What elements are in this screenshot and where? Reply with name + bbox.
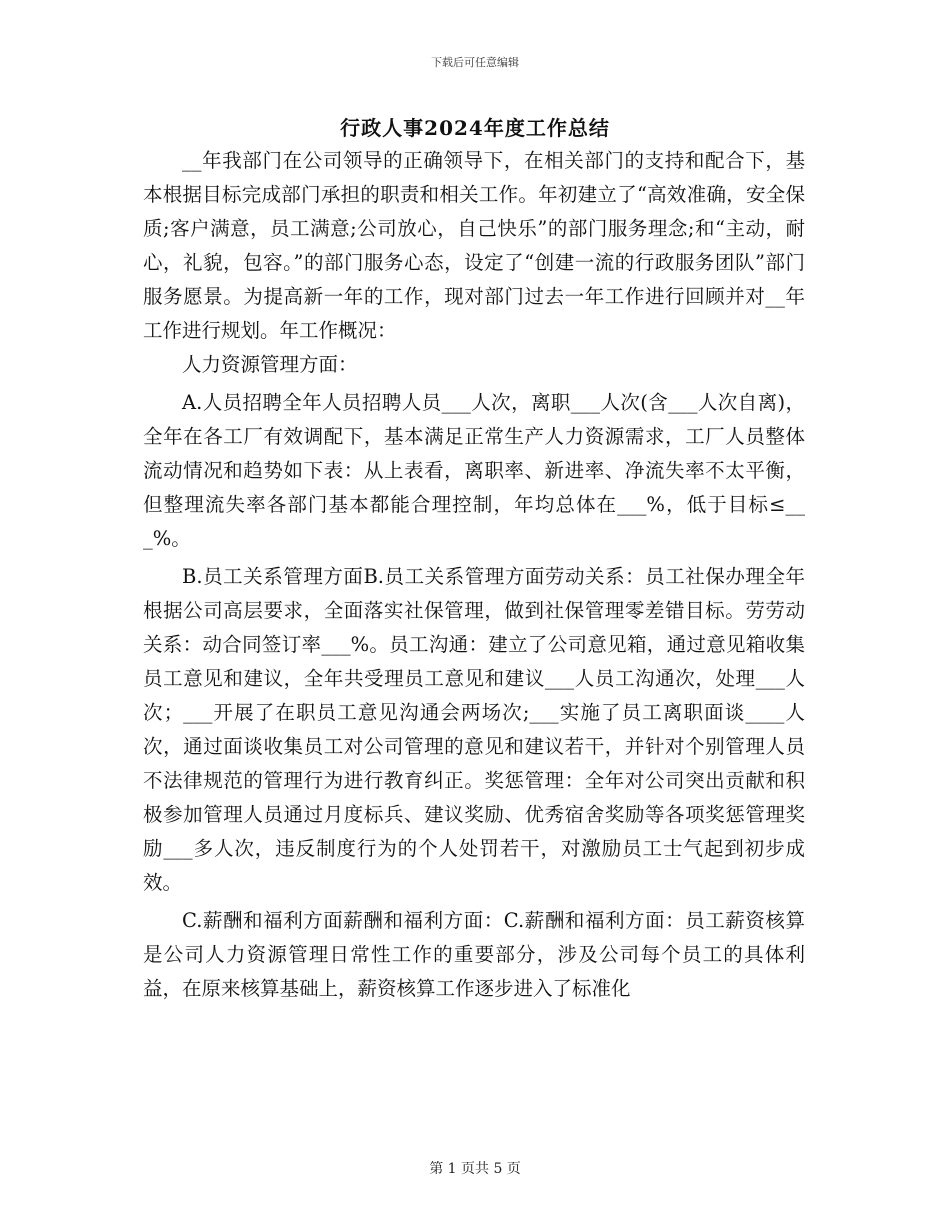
paragraph-compensation: C.薪酬和福利方面薪酬和福利方面：C.薪酬和福利方面：员工薪资核算是公司人力资源管理日常性工作的重要部分，涉及公司每个员工的具体利益，在原来核算基础上，薪资核算工作逐步进入了标准化 — [143, 909, 805, 1000]
paragraph-recruitment: A.人员招聘全年人员招聘人员___人次，离职___人次(含___人次自离)，全年在各工厂有效调配下，基本满足正常生产人力资源需求，工厂人员整体流动情况和趋势如下表：从上表看，离职率、新进率、净流失率不太平衡，但整理流失率各部门基本都能合理控制，年均总体在___%，低于目标≤___%。 — [143, 391, 805, 550]
document-body — [143, 144, 805, 1006]
section-heading-hr: 人力资源管理方面： — [182, 353, 358, 376]
paragraph-intro: __年我部门在公司领导的正确领导下，在相关部门的支持和配合下，基本根据目标完成部门承担的职责和相关工作。年初建立了“高效准确，安全保质;客户满意，员工满意;公司放心，自己快乐”的部门服务理念;和“主动，耐心，礼貌，包容。”的部门服务心态，设定了“创建一流的行政服务团队”部门服务愿景。为提高新一年的工作，现对部门过去一年工作进行回顾并对__年工作进行规划。年工作概况： — [143, 149, 805, 342]
document-title: 行政人事2024年度工作总结 — [340, 116, 610, 140]
header-note: 下载后可任意编辑 — [431, 56, 519, 69]
page-number: 第 1 页共 5 页 — [429, 1161, 521, 1177]
paragraph-employee-relations: B.员工关系管理方面B.员工关系管理方面劳动关系：员工社保办理全年根据公司高层要求，全面落实社保管理，做到社保管理零差错目标。劳劳动关系：动合同签订率___%。员工沟通：建立了公司意见箱，通过意见箱收集员工意见和建议，全年共受理员工意见和建议___人员工沟通次，处理___人次；___开展了在职员工意见沟通会两场次;___实施了员工离职面谈____人次，通过面谈收集员工对公司管理的意见和建议若干，并针对个别管理人员不法律规范的管理行为进行教育纠正。奖惩管理：全年对公司突出贡献和积极参加管理人员通过月度标兵、建议奖励、优秀宿舍奖励等各项奖惩管理奖励___多人次，违反制度行为的个人处罚若干，对激励员工士气起到初步成效。 — [143, 565, 805, 894]
